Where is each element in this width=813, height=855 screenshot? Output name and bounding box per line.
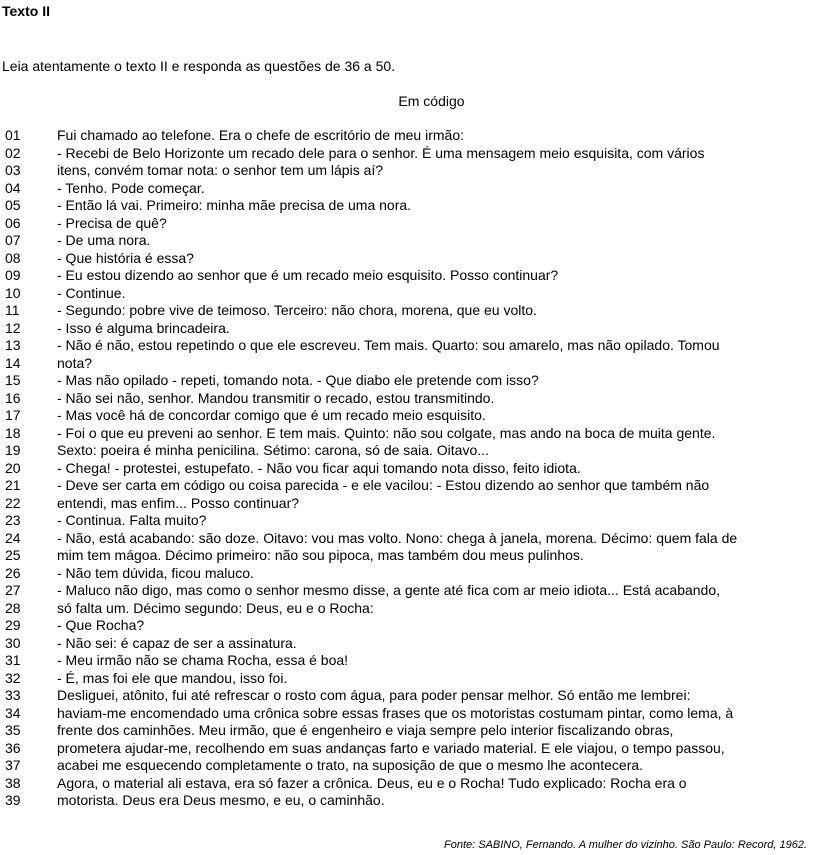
text-line	[0, 530, 813, 548]
line-text: - Não é não, estou repetindo o que ele escreveu. Tem mais. Quarto: sou amarelo, mas não opilado. Tomou	[57, 337, 720, 353]
text-line	[0, 337, 813, 355]
text-line	[0, 232, 813, 250]
text-heading: Texto II	[2, 3, 50, 19]
line-number: 01	[5, 127, 21, 143]
line-number: 13	[5, 337, 21, 353]
text-line	[0, 355, 813, 373]
line-text: prometera ajudar-me, recolhendo em suas andanças farto e variado material. E ele viajou, o tempo passou,	[57, 739, 725, 756]
line-number: 36	[5, 739, 21, 756]
line-text: - Chega! - protestei, estupefato. - Não vou ficar aqui tomando nota disso, feito idiota.	[57, 459, 581, 476]
text-line	[0, 460, 813, 478]
line-text: - É, mas foi ele que mandou, isso foi.	[57, 669, 288, 686]
line-number: 34	[5, 704, 21, 721]
line-number: 30	[5, 634, 21, 651]
line-text: - Que história é essa?	[57, 249, 194, 266]
line-number: 09	[5, 267, 21, 283]
text-line	[0, 722, 813, 740]
line-text: - Segundo: pobre vive de teimoso. Terceiro: não chora, morena, que eu volto.	[57, 302, 537, 318]
text-line	[0, 635, 813, 653]
text-line	[0, 267, 813, 285]
text-line	[0, 407, 813, 425]
line-text: - Isso é alguma brincadeira.	[57, 319, 230, 336]
line-text: itens, convém tomar nota: o senhor tem um lápis aí?	[57, 162, 384, 178]
line-number: 32	[5, 669, 21, 686]
line-number: 04	[5, 179, 21, 196]
line-text: - Não sei: é capaz de ser a assinatura.	[57, 634, 297, 651]
line-text: - Continue.	[57, 284, 126, 301]
line-number: 35	[5, 722, 21, 738]
line-number: 29	[5, 617, 21, 633]
line-number: 26	[5, 564, 21, 581]
text-line	[0, 652, 813, 670]
source-citation: Fonte: SABINO, Fernando. A mulher do vizinho. São Paulo: Record, 1962.	[444, 839, 807, 851]
text-line	[0, 582, 813, 600]
line-text: Agora, o material ali estava, era só fazer a crônica. Deus, eu e o Rocha! Tudo explicado: Rocha era o	[57, 774, 687, 791]
text-line	[0, 687, 813, 705]
text-line	[0, 215, 813, 233]
text-line	[0, 197, 813, 215]
text-line	[0, 512, 813, 530]
text-line	[0, 600, 813, 618]
line-number: 15	[5, 372, 21, 388]
line-number: 10	[5, 284, 21, 301]
line-text: - Foi o que eu preveni ao senhor. E tem mais. Quinto: não sou colgate, mas ando na boca de muita gente.	[57, 424, 716, 441]
line-text: - Então lá vai. Primeiro: minha mãe precisa de uma nora.	[57, 197, 412, 213]
line-text: Fui chamado ao telefone. Era o chefe de escritório de meu irmão:	[57, 127, 464, 143]
text-line	[0, 145, 813, 163]
line-text: - Continua. Falta muito?	[57, 512, 207, 528]
text-line	[0, 705, 813, 723]
line-text: - Não, está acabando: são doze. Oitavo: vou mas volto. Nono: chega à janela, morena. Décimo: quem fala de	[57, 529, 738, 546]
text-line	[0, 775, 813, 793]
line-text: Desliguei, atônito, fui até refrescar o rosto com água, para poder pensar melhor. Só então me lembrei:	[57, 687, 691, 703]
line-text: haviam-me encomendado uma crônica sobre essas frases que os motoristas costumam pintar, como lema, à	[57, 704, 734, 721]
text-line	[0, 162, 813, 180]
line-number: 23	[5, 512, 21, 528]
text-line	[0, 495, 813, 513]
text-line	[0, 757, 813, 775]
instruction-text: Leia atentamente o texto II e responda as questões de 36 a 50.	[2, 58, 396, 74]
line-number: 06	[5, 214, 21, 231]
text-line	[0, 740, 813, 758]
line-number: 05	[5, 197, 21, 213]
text-line	[0, 390, 813, 408]
text-line	[0, 477, 813, 495]
line-number: 28	[5, 599, 21, 616]
line-number: 25	[5, 547, 21, 563]
line-number: 33	[5, 687, 21, 703]
text-line	[0, 617, 813, 635]
text-line	[0, 442, 813, 460]
text-line	[0, 547, 813, 565]
line-text: nota?	[57, 354, 93, 371]
line-number: 14	[5, 354, 21, 371]
line-text: - Eu estou dizendo ao senhor que é um recado meio esquisito. Posso continuar?	[57, 267, 559, 283]
line-number: 31	[5, 652, 21, 668]
line-text: - Mas não opilado - repeti, tomando nota. - Que diabo ele pretende com isso?	[57, 372, 539, 388]
line-text: - Que Rocha?	[57, 617, 145, 633]
line-number: 21	[5, 477, 21, 493]
line-text: - Não sei não, senhor. Mandou transmitir o recado, estou transmitindo.	[57, 389, 495, 406]
line-number: 22	[5, 494, 21, 511]
line-text: - Não tem dúvida, ficou maluco.	[57, 564, 254, 581]
line-number: 38	[5, 774, 21, 791]
line-number: 18	[5, 424, 21, 441]
text-line	[0, 320, 813, 338]
numbered-lines	[0, 127, 813, 810]
line-text: - Recebi de Belo Horizonte um recado dele para o senhor. É uma mensagem meio esquisita, com vários	[57, 144, 705, 161]
line-number: 08	[5, 249, 21, 266]
line-number: 16	[5, 389, 21, 406]
line-text: Sexto: poeira é minha penicilina. Sétimo: carona, só de saia. Oitavo...	[57, 442, 489, 458]
line-text: só falta um. Décimo segundo: Deus, eu e o Rocha:	[57, 599, 374, 616]
text-line	[0, 285, 813, 303]
line-text: motorista. Deus era Deus mesmo, e eu, o caminhão.	[57, 792, 385, 808]
text-line	[0, 670, 813, 688]
story-title: Em código	[398, 93, 465, 109]
line-number: 39	[5, 792, 21, 808]
line-text: acabei me esquecendo completamente o trato, na suposição de que o mesmo lhe acontecera.	[57, 757, 644, 773]
line-number: 11	[5, 302, 20, 318]
line-number: 27	[5, 582, 21, 598]
text-line	[0, 180, 813, 198]
text-line	[0, 425, 813, 443]
line-text: mim tem mágoa. Décimo primeiro: não sou pipoca, mas também dou meus pulinhos.	[57, 547, 584, 563]
text-line	[0, 302, 813, 320]
line-text: - De uma nora.	[57, 232, 151, 248]
line-text: frente dos caminhões. Meu irmão, que é engenheiro e viaja sempre pelo interior fiscalizando obras,	[57, 722, 674, 738]
line-text: entendi, mas enfim... Posso continuar?	[57, 494, 300, 511]
line-number: 17	[5, 407, 21, 423]
line-text: - Meu irmão não se chama Rocha, essa é boa!	[57, 652, 349, 668]
line-number: 03	[5, 162, 21, 178]
line-text: - Deve ser carta em código ou coisa parecida - e ele vacilou: - Estou dizendo ao senhor que também não	[57, 477, 710, 493]
line-number: 07	[5, 232, 21, 248]
text-line	[0, 792, 813, 810]
text-line	[0, 372, 813, 390]
line-number: 24	[5, 529, 21, 546]
line-text: - Mas você há de concordar comigo que é um recado meio esquisito.	[57, 407, 486, 423]
line-text: - Maluco não digo, mas como o senhor mesmo disse, a gente até fica com ar meio idiota... Está acabando,	[57, 582, 721, 598]
line-number: 02	[5, 144, 21, 161]
text-line	[0, 250, 813, 268]
line-text: - Precisa de quê?	[57, 214, 167, 231]
text-line	[0, 127, 813, 145]
line-number: 12	[5, 319, 21, 336]
text-line	[0, 565, 813, 583]
line-number: 37	[5, 757, 21, 773]
line-number: 20	[5, 459, 21, 476]
line-text: - Tenho. Pode começar.	[57, 179, 205, 196]
line-number: 19	[5, 442, 21, 458]
